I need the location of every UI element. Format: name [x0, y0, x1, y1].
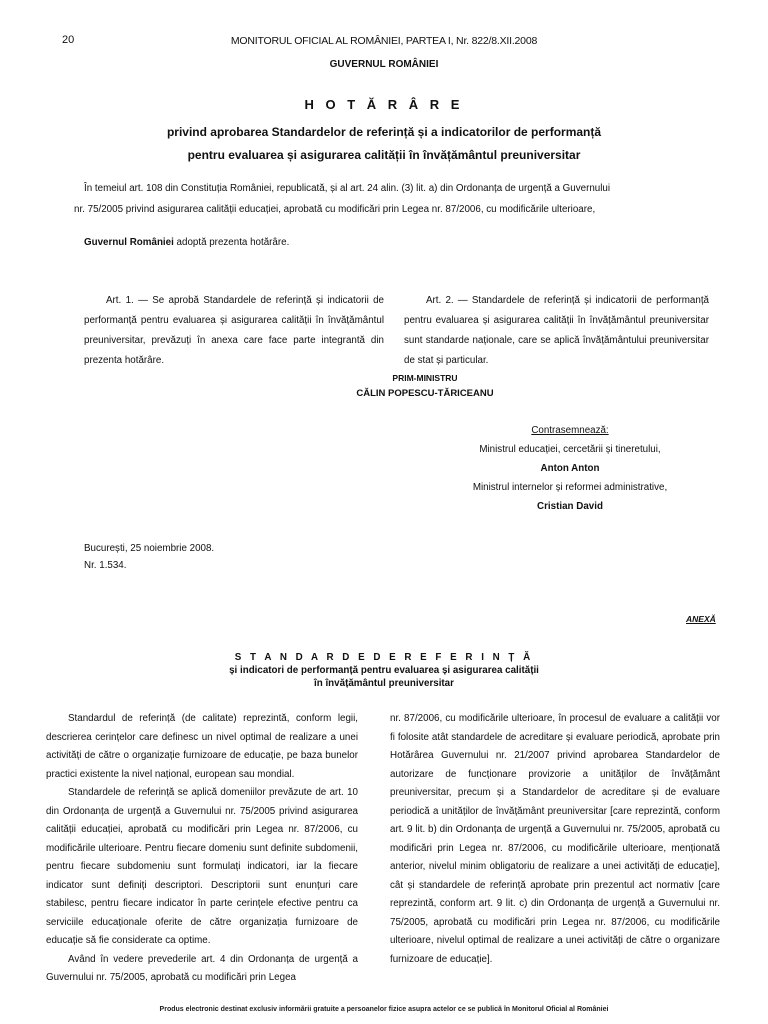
annex-title-line-1: S T A N D A R D E D E R E F E R I N Ț Ă	[234, 652, 534, 663]
paragraph: Standardul de referință (de calitate) reprezintă, conform legii, descrierea cerințelor care definesc un nivel optimal de realizare a unei activități de către o organizație furnizoare de educație, pe baza bunelor practici existente la nivel național, european sau mondial.	[46, 713, 358, 780]
title-line-2: pentru evaluarea și asigurarea calității în învățământul preuniversitar	[187, 148, 581, 162]
prime-minister-signature	[290, 370, 560, 402]
adopting-body: Guvernul României	[84, 237, 174, 248]
footer-notice: Produs electronic destinat exclusiv informării gratuite a persoanelor fizice asupra actelor ce se publică în Monitorul Oficial al României	[159, 1006, 609, 1013]
place-date: București, 25 noiembrie 2008.	[84, 543, 215, 554]
countersign-label: Contrasemnează:	[531, 425, 609, 436]
article-1: Art. 1. — Se aprobă Standardele de referință și indicatorii de performanță pentru evaluarea și asigurarea calității în învățământul preuniversitar, prevăzuți în anexa care face parte integrantă din prezenta hotărâre.	[84, 295, 384, 366]
preamble-line-2: nr. 75/2005 privind asigurarea calității educației, aprobată cu modificări prin Legea nr. 87/2006, cu modificările ulterioare,	[74, 204, 596, 215]
annex-label: ANEXĂ	[686, 614, 716, 624]
document-title	[0, 121, 768, 167]
page-number: 20	[62, 34, 75, 46]
annex-body-left-column	[46, 710, 358, 988]
countersignatures	[420, 421, 720, 516]
minister-2-role: Ministrul internelor și reformei administrative,	[472, 482, 668, 493]
pm-title: PRIM-MINISTRU	[392, 373, 458, 383]
issuer: GUVERNUL ROMÂNIEI	[329, 59, 439, 70]
document-type: H O T Ă R Â R E	[304, 97, 464, 112]
paragraph: Având în vedere prevederile art. 4 din Ordonanța de urgență a Guvernului nr. 75/2005, aprobată cu modificări prin Legea	[46, 953, 358, 983]
annex-body-right-column	[390, 710, 720, 969]
minister-1-name: Anton Anton	[540, 463, 600, 474]
running-header: MONITORUL OFICIAL AL ROMÂNIEI, PARTEA I, Nr. 822/8.XII.2008	[230, 35, 538, 47]
annex-title	[0, 651, 768, 690]
adoption-text: adoptă prezenta hotărâre.	[173, 237, 290, 248]
annex-title-line-2: și indicatori de performanță pentru evaluarea și asigurarea calității	[229, 665, 539, 676]
preamble-line-1: În temeiul art. 108 din Constituția României, republicată, și al art. 24 alin. (3) lit. a) din Ordonanța de urgență a Guvernului	[84, 183, 611, 194]
title-line-1: privind aprobarea Standardelor de referință și a indicatorilor de performanță	[166, 125, 602, 139]
adoption-statement	[84, 237, 289, 248]
paragraph: nr. 87/2006, cu modificările ulterioare, în procesul de evaluare a calității vor fi folosite atât standardele de acreditare și evaluare periodică, aprobate prin Hotărârea Guvernului nr. 21/2007 privind aprobarea Standardelor de autorizare de funcționare provizorie a unităților de învățământ preuniversitar, precum și a Standardelor de acreditare și de evaluare periodică a unităților de învățământ preuniversitar [care reprezintă, conform art. 9 lit. b) din Ordonanța de urgență a Guvernului nr. 75/2005, aprobată cu modificări prin Legea nr. 87/2006, cu modificările ulterioare, menționată anterior, nivelul minim obligatoriu de realizare a unei activități de educație], cât și standardele de referință aprobate prin prezentul act normativ [care reprezintă, conform art. 9 lit. c) din Ordonanța de urgență a Guvernului nr. 75/2005, aprobată cu modificări prin Legea nr. 87/2006, cu modificările ulterioare, nivelul optimal de realizare a unei activități de către o organizare furnizoare de educație].	[390, 713, 720, 965]
annex-title-line-3: în învățământul preuniversitar	[314, 678, 454, 689]
minister-2-name: Cristian David	[537, 501, 603, 512]
pm-name: CĂLIN POPESCU-TĂRICEANU	[356, 388, 494, 399]
issuance-info	[84, 540, 214, 574]
minister-1-role: Ministrul educației, cercetării și tineretului,	[479, 444, 661, 455]
preamble	[74, 178, 734, 220]
article-2: Art. 2. — Standardele de referință și indicatorii de performanță pentru evaluarea și asigurarea calității în învățământul preuniversitar sunt standarde naționale, care se aplică învățământului preuniversitar de stat și particular.	[404, 295, 709, 366]
paragraph: Standardele de referință se aplică domeniilor prevăzute de art. 10 din Ordonanța de urgență a Guvernului nr. 75/2005 privind asigurarea calității educației, aprobată cu modificări prin Legea nr. 87/2006, cu modificările ulterioare. Pentru fiecare domeniu sunt definite subdomenii, pentru fiecare subdomeniu sunt formulați indicatori, iar la fiecare indicator sunt definiți descriptori. Descriptorii sunt enunțuri care stabilesc, pentru fiecare indicator în parte cerințele efective pentru ca serviciile educaționale oferite de către organizația furnizoare de educație să fie considerate ca optime.	[46, 787, 358, 946]
decision-number: Nr. 1.534.	[84, 560, 127, 571]
